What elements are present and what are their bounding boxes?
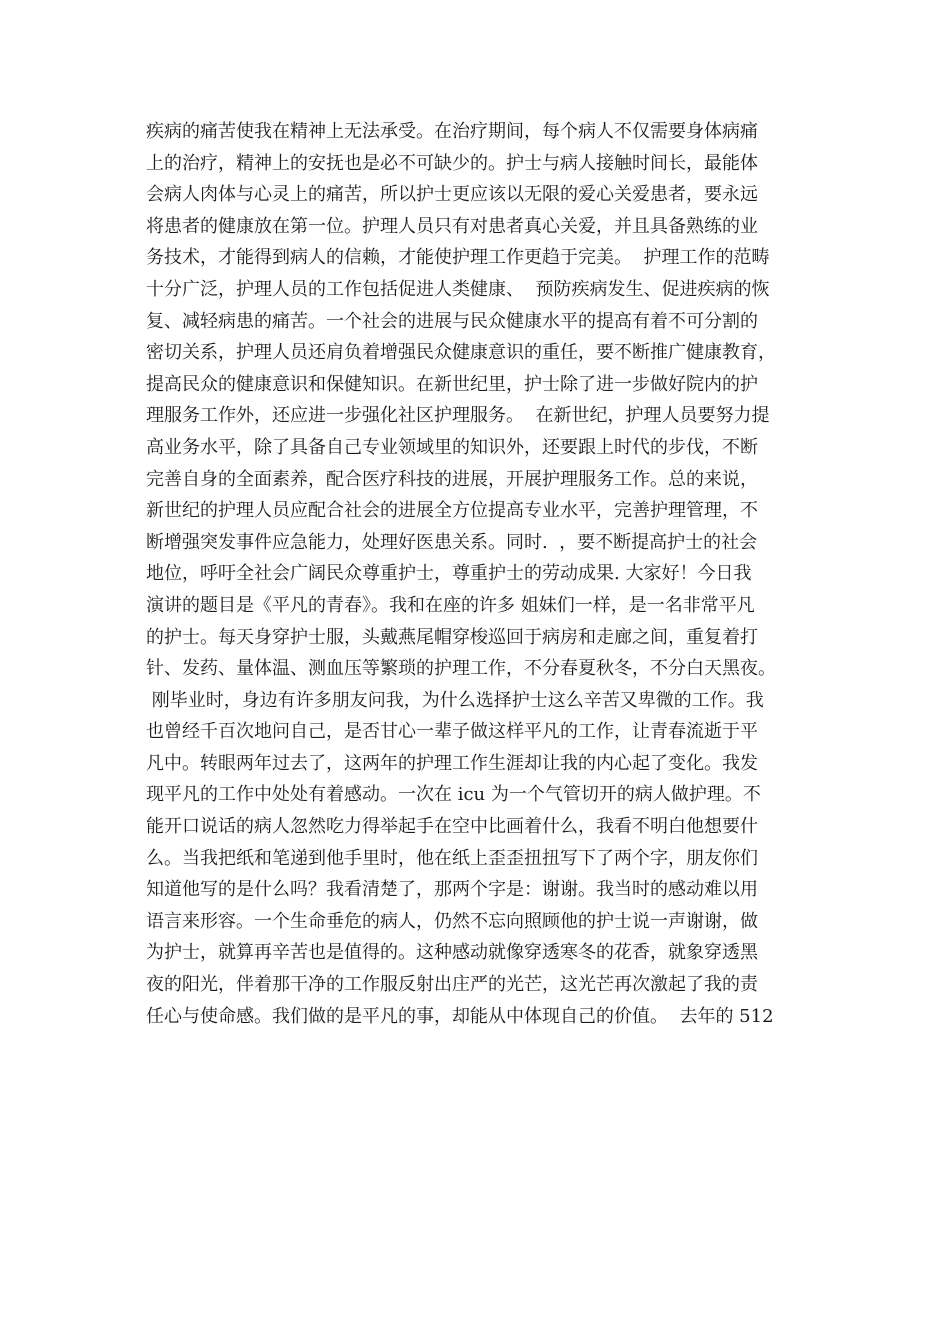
- text-line: 高业务水平，除了具备自己专业领域里的知识外，还要跟上时代的步伐，不断: [146, 436, 758, 458]
- text-line: 理服务工作外，还应进一步强化社区护理服务。 在新世纪，护理人员要努力提: [146, 405, 770, 427]
- text-line: 凡中。转眼两年过去了，这两年的护理工作生涯却让我的内心起了变化。我发: [146, 752, 758, 774]
- text-line: 新世纪的护理人员应配合社会的进展全方位提高专业水平，完善护理管理，不: [146, 500, 758, 522]
- text-line: 密切关系，护理人员还肩负着增强民众健康意识的重任，要不断推广健康教育，: [146, 342, 776, 364]
- text-line: 现平凡的工作中处处有着感动。一次在 icu 为一个气管切开的病人做护理。不: [146, 784, 761, 806]
- text-line: 地位，呼吁全社会广阔民众尊重护士，尊重护士的劳动成果. 大家好！今日我: [146, 563, 752, 585]
- text-line: 任心与使命感。我们做的是平凡的事，却能从中体现自己的价值。 去年的 512: [146, 1005, 774, 1027]
- text-line: 上的治疗，精神上的安抚也是必不可缺少的。护士与病人接触时间长，最能体: [146, 152, 758, 174]
- text-line: 会病人肉体与心灵上的痛苦，所以护士更应该以无限的爱心关爱患者，要永远: [146, 184, 758, 206]
- text-line: 疾病的痛苦使我在精神上无法承受。在治疗期间，每个病人不仅需要身体病痛: [146, 121, 758, 142]
- text-line: 也曾经千百次地问自己，是否甘心一辈子做这样平凡的工作，让青春流逝于平: [146, 721, 758, 743]
- text-line: 知道他写的是什么吗？我看清楚了，那两个字是：谢谢。我当时的感动难以用: [146, 879, 758, 901]
- text-line: 断增强突发事件应急能力，处理好医患关系。同时. ，要不断提高护士的社会: [146, 531, 758, 553]
- text-line: 提高民众的健康意识和保健知识。在新世纪里，护士除了进一步做好院内的护: [146, 373, 758, 395]
- text-line: 么。当我把纸和笔递到他手里时，他在纸上歪歪扭扭写下了两个字，朋友你们: [146, 847, 758, 869]
- text-line: 演讲的题目是《平凡的青春》。我和在座的许多 姐妹们一样，是一名非常平凡: [146, 594, 755, 616]
- text-line: 针、发药、量体温、测血压等繁琐的护理工作，不分春夏秋冬，不分白天黑夜。: [146, 658, 776, 680]
- text-line: 将患者的健康放在第一位。护理人员只有对患者真心关爱，并且具备熟练的业: [146, 215, 758, 237]
- text-line: 能开口说话的病人忽然吃力得举起手在空中比画着什么，我看不明白他想要什: [146, 816, 758, 838]
- text-line: 完善自身的全面素养，配合医疗科技的进展，开展护理服务工作。总的来说，: [146, 468, 758, 490]
- text-line: 为护士，就算再辛苦也是值得的。这种感动就像穿透寒冬的花香，就象穿透黑: [146, 942, 758, 964]
- text-line: 刚毕业时，身边有许多朋友问我，为什么选择护士这么辛苦又卑微的工作。我: [146, 689, 764, 711]
- text-line: 复、减轻病患的痛苦。一个社会的进展与民众健康水平的提高有着不可分割的: [146, 310, 758, 332]
- text-line: 语言来形容。一个生命垂危的病人，仍然不忘向照顾他的护士说一声谢谢，做: [146, 910, 758, 932]
- body-text: [146, 116, 806, 1032]
- text-line: 务技术，才能得到病人的信赖，才能使护理工作更趋于完美。 护理工作的范畴: [146, 247, 770, 269]
- text-line: 的护士。每天身穿护士服，头戴燕尾帽穿梭巡回于病房和走廊之间，重复着打: [146, 626, 758, 648]
- text-line: 夜的阳光，伴着那干净的工作服反射出庄严的光芒，这光芒再次激起了我的责: [146, 974, 758, 996]
- text-line: 十分广泛，护理人员的工作包括促进人类健康、 预防疾病发生、促进疾病的恢: [146, 278, 770, 300]
